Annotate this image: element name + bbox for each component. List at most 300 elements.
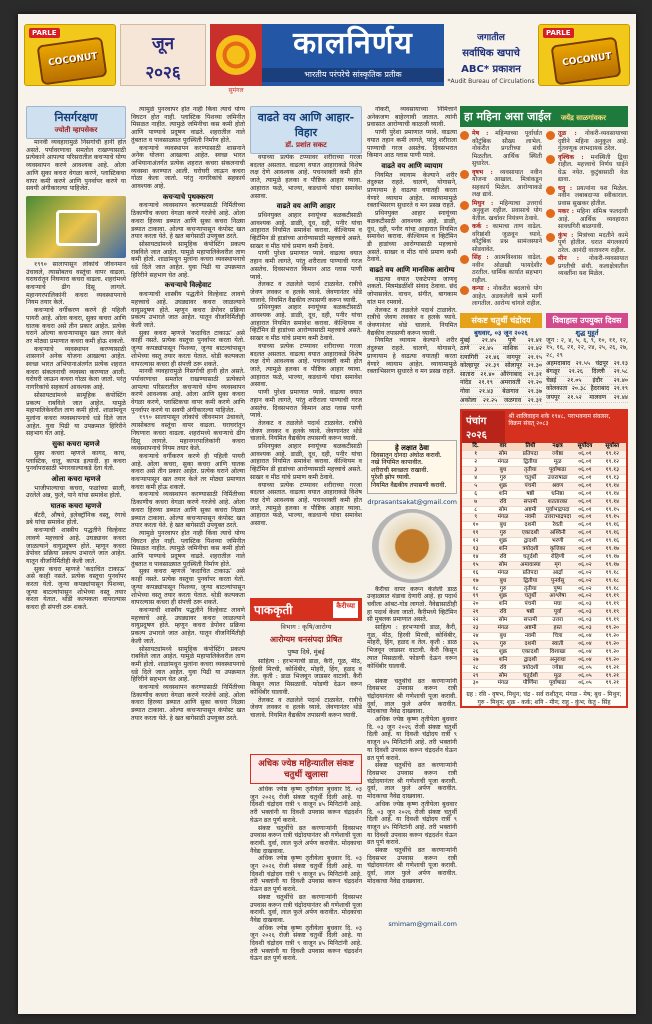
panchang-column-header: दि. [472,443,479,450]
panchang-cell: २७ [472,656,479,663]
rashi-item [460,254,542,284]
rashi-item [460,200,542,223]
rashi-text [558,185,628,208]
panchang-cell: १९.१९ [605,609,620,616]
horoscope-heading [460,106,628,127]
panchang-cell: बुध [499,633,507,639]
rashi-prediction: कामाचा ताण वाढेल. वरिष्ठांशी जुळवून घ्यावे. कौटुंबिक प्रश्न सामंजस्याने सोडवावेत. [472,223,542,253]
panchang-cell: १९.१३ [605,466,620,473]
panchang-footnote: ग्रह : रवि - वृषभ, मिथुन; चंद्र - सर्व राशीतून; मंगळ - मेष; बुध - मिथुन; गुरु - मिथुन; शुक्र - कर्क; शनि - मीन; राहु - कुंभ; केतु - सिंह [466,691,622,707]
panchang-cell: १९.१६ [605,530,620,537]
panchang-column-header: तिथी [525,443,536,450]
vivah-dates: जून : २, ४, ५, ६, ९, १०, ११, १२, १५, १६, २१, २२, २४, २५, २६, २७, २८, २९ [546,336,628,359]
panchang-cell: सोम [498,506,508,513]
panchang-cell: सोम [498,451,508,458]
panchang-cell: रवि [499,498,507,505]
paragraph: प्रथिनयुक्त आहार स्नायूंच्या बळकटीसाठी आवश्यक आहे. डाळी, दूध, दही, पनीर यांचा आहारात नियमित समावेश करावा. कॅल्शियम व व्हिटॅमिन डी हाडांच्या आरोग्यासाठी महत्त्वाचे असते. साखर व मीठ यांचे प्रमाण कमी ठेवावे. [367,210,457,264]
panchang-cell: १९.२१ [605,680,620,687]
panchang-cell: ०६.०२ [578,561,592,568]
article-body [26,139,126,193]
moonrise-cell: गोवा [460,388,470,396]
panchang-cell: पंचमी [524,601,537,608]
panchang-cell: ३ [474,466,478,473]
panchang-cell: ४ [474,474,478,481]
subheading: सुका कचरा म्हणजे [52,439,100,449]
panchang-cell: २१ [472,609,479,616]
panchang-cell: ८ [474,506,478,513]
author: जयेंद्र साळगांवकर [560,114,606,122]
recipe-body [367,586,457,674]
rashi-name: तूळ : [558,130,577,137]
rashi-name: कर्क : [472,223,489,230]
panchang-cell: शुक्र [498,482,508,489]
panchang-cell: ७ [474,498,478,505]
moonrise-cell: २१.४० [613,376,628,384]
panchang-cell: १९.२० [605,648,620,655]
paragraph: वयाच्या प्रत्येक टप्प्यावर शरीराच्या गरजा बदलत असतात. वाढत्या वयात आहाराकडे विशेष लक्ष देणे आवश्यक आहे. पचनशक्ती कमी होत जाते, त्यामुळे हलका व पौष्टिक आहार घ्यावा. आहारात फळे, भाज्या, कडधान्ये यांचा समावेश असावा. [250,154,362,200]
paragraph: कचऱ्याचे व्यवस्थापन करण्यासाठी शासनाने अनेक योजना आखल्या आहेत. स्वच्छ भारत अभियानाअंतर्गत प्रत्येक शहरात कचरा संकलनाची व्यवस्था करण्यात आली. घरोघरी जाऊन कचरा गोळा केला जातो. परंतु नागरिकांचे सहकार्य आवश्यक आहे. [131,144,245,191]
paragraph: वयाच्या प्रत्येक टप्प्यावर शरीराच्या गरजा बदलत असतात. वाढत्या वयात आहाराकडे विशेष लक्ष देणे आवश्यक आहे. पचनशक्ती कमी होत जाते, त्यामुळे हलका व पौष्टिक आहार घ्यावा. आहारात फळे, भाज्या, कडधान्ये यांचा समावेश असावा. [250,481,362,528]
panchang-cell: १९.१५ [605,514,620,521]
panchang-cell: १५ [472,561,479,568]
moonrise-cell: २१.२६ [568,368,583,376]
vivah-subheading: शुद्ध मुहूर्त [575,328,599,337]
panchang-cell: ०६.०३ [578,625,592,632]
rashi-prediction: व्यवसायात नवीन योजना आखाल. मित्रांकडून सहकार्य मिळेल. आरोग्याकडे लक्ष द्यावे. [472,168,542,198]
panchang-cell: एकादशी [521,530,539,537]
panchang-cell: ०६.०५ [578,672,592,679]
panchang-cell: चित्रा [552,633,563,639]
ad-product: COCONUT [561,51,613,69]
paragraph: संकष्ट चतुर्थीचे व्रत करणाऱ्यांनी दिवसभर उपवास करून रात्री चंद्रोदयानंतर श्री गणेशाची पूजा करावी. दुर्वा, लाल फुले अर्पण करावीत. मोदकाचा नैवेद्य दाखवावा. [250,893,362,924]
abc-line1: जगातील [477,33,505,43]
panchang-cell: पौर्णिमा [522,680,538,687]
recipe-heading-text: पाककृती [254,603,293,617]
panchang-cell: शततारका [547,498,568,505]
masthead [262,24,444,86]
moonrise-cell: २१.०५ [567,376,582,384]
panchang-cell: प्रतिपदा [522,569,539,576]
moonrise-cell: नाशिक [502,345,519,353]
moonrise-cell: २१.१३ [613,359,628,367]
paragraph: संकष्ट चतुर्थीचे व्रत करणाऱ्यांनी दिवसभर उपवास करून रात्री चंद्रोदयानंतर श्री गणेशाची पूजा करावी. दुर्वा, लाल फुले अर्पण करावीत. मोदकाचा नैवेद्य दाखवावा. [367,847,457,885]
chaturthi-table-heading: संकष्ट चतुर्थी चंद्रोदय [460,313,542,328]
moonrise-row [546,368,628,377]
rashi-name: मीन : [558,255,579,262]
paragraph: तेलकट व तळलेले पदार्थ टाळावेत. रात्रीचे जेवण लवकर व हलके घ्यावे. जेवणानंतर थोडे चालावे. नियमित वैद्यकीय तपासणी करून घ्यावी. [250,696,362,719]
panchang-cell: १९.१८ [605,577,620,584]
chaturthi-rows [460,337,542,406]
panchang-row [462,562,626,570]
moonrise-cell: २१.४४ [613,393,628,401]
panchang-cell: पूर्वाभाद्रपदा [545,506,570,513]
panchang-row [462,680,626,688]
paragraph: सोसायट्यांमध्ये सामूहिक कंपोस्टिंग प्रकल्प राबविले जात आहेत. यामुळे महापालिकेवरील ताण कमी होतो. शाळांमधून मुलांना कचरा व्यवस्थापनाचे धडे दिले जात आहेत. युवा पिढी या उपक्रमात हिरिरीने सहभाग घेत आहे. [26,391,126,438]
panchang-cell: १९.१४ [605,490,620,497]
moonrise-row [546,394,628,403]
horoscope-grid [460,130,628,309]
panchang-cell: ०६.०१ [578,522,592,529]
panchang-cell: १८ [472,585,479,592]
paragraph: कचऱ्याचे व्यवस्थापन करण्यासाठी निर्मितीच्या ठिकाणीच कचरा वेगळा करणे गरजेचे आहे. ओला कचरा हिरव्या डब्यात आणि सुका कचरा निळ्या डब्यात टाकावा. ओल्या कचऱ्यापासून कंपोस्ट खत तयार करता येते. हे खत बागेसाठी उपयुक्त ठरते. [131,491,245,530]
panchang-cell: शनि [498,656,508,663]
panchang-cell: १९ [472,593,479,600]
panchang-cell: ०६.०१ [578,474,592,481]
moonrise-row [460,345,542,354]
panchang-row [462,657,626,665]
panchang-cell: आर्द्रा [552,569,563,576]
panchang-cell: १९.१७ [605,561,620,568]
paragraph: वाढत्या वयात एकटेपणा जाणवू शकतो. मित्रमंडळींशी संवाद ठेवावा. छंद जोपासावेत. वाचन, संगीत, बागकाम यांत मन रमवावे. [367,275,457,306]
chaturthi-notice-heading: अधिक ज्येष्ठ महिन्यातील संकष्ट चतुर्थी खुलासा [250,754,362,784]
recipe-bowl-icon [372,509,452,583]
panchang-row [462,467,626,475]
moonrise-cell: नांदेड [460,379,472,387]
moonrise-cell: चेन्नई [546,376,557,384]
rashi-prediction: महिना संमिश्र फलदायी आहे. आर्थिक व्यवहारात सावधगिरी बाळगावी. [558,208,628,230]
panchang-cell: ०६.०१ [578,498,592,505]
rashi-name: मिथुन : [472,199,494,207]
paragraph: अधिक ज्येष्ठ कृष्ण तृतीयेला बुधवार दि. ०३ जून २०२६ रोजी संकष्ट चतुर्थी दिली आहे. या दिवशी चंद्रोदय रात्री ९ वाजून ४५ मिनिटांनी आहे. तरी भक्तांनी या दिवशी उपवास करून चंद्रदर्शन घेऊन व्रत पूर्ण करावे. [367,716,457,762]
moonrise-cell: दिल्ली [591,368,605,376]
moonrise-cell: औरंगाबाद [500,370,522,378]
panchang-row [462,554,626,562]
panchang-column-header: सूर्यास्त [605,443,620,450]
panchang-row [462,514,626,522]
panchang-cell: आश्लेषा [549,593,566,600]
rashi-item [460,223,542,253]
moonrise-cell: २१.४५ [478,345,494,353]
masthead-title: कालनिर्णय [293,26,413,61]
masthead-tag: सुमंगल [228,87,244,94]
zodiac-icon [546,186,555,195]
panchang-cell: शुक्र [498,593,508,600]
rashi-text [558,255,628,278]
moonrise-cell: २१.४३ [478,388,494,396]
panchang-cell: षष्ठी [526,609,535,616]
panchang-cell: सप्तमी [523,617,538,624]
moonrise-cell: २१.४५ [481,336,497,344]
panchang-cell: १० [472,522,479,529]
tip-item: दिवसातून दोनदा अंघोळ करावी. [371,451,442,459]
panchang-cell: सोम [498,617,508,624]
panchang-cell: १९.१८ [605,585,620,592]
paragraph: साहित्य : हरभऱ्याची डाळ, कैरी, गूळ, मीठ, हिरवी मिरची, कोथिंबीर, मोहरी, हिंग, हळद व तेल. कृती : डाळ भिजवून जाडसर वाटावी. कैरी किसून त्यात मिसळावी. फोडणी देऊन वरून कोथिंबीर घालावी. [250,658,362,696]
panchang-cell: चतुर्दशी [522,672,538,679]
moonrise-cell: २१.५५ [575,359,591,367]
panchang-row [462,609,626,617]
paragraph: पाणी पुरेशा प्रमाणात प्यावे. वाढत्या वयात तहान कमी लागते, परंतु शरीराला पाण्याची गरज असतेच. दिवसभरात किमान आठ ग्लास पाणी प्यावे. [367,129,457,160]
panchang-cell: ०६.०१ [578,553,592,560]
subheading: वाढते वय आणि मानसिक आरोग्य [369,265,455,275]
panchang-heading [462,411,626,443]
rashi-name: वृषभ : [472,168,493,176]
panchang-cell: १९.१९ [605,601,620,608]
panchang-cell: सप्तमी [523,498,538,505]
moonrise-row [460,397,542,406]
panchang-cell: तृतीया [524,466,537,473]
panchang-cell: १४ [472,553,479,560]
paragraph: प्रथिनयुक्त आहार स्नायूंच्या बळकटीसाठी आवश्यक आहे. डाळी, दूध, दही, पनीर यांचा आहारात नियमित समावेश करावा. कॅल्शियम व व्हिटॅमिन डी हाडांच्या आरोग्यासाठी महत्त्वाचे असते. साखर व मीठ यांचे प्रमाण कमी ठेवावे. [250,304,362,343]
article-body [250,154,362,594]
panchang-cell: स्वाती [551,640,564,647]
panchang-cell: २६ [472,648,479,655]
panchang-cell: ०६.०२ [578,585,592,592]
panchang-cell: हस्त [553,625,562,632]
panchang-cell: अष्टमी [524,506,537,513]
paragraph: कचऱ्याचे व्यवस्थापन करण्यासाठी निर्मितीच्या ठिकाणीच कचरा वेगळा करणे गरजेचे आहे. ओला कचरा हिरव्या डब्यात आणि सुका कचरा निळ्या डब्यात टाकावा. ओल्या कचऱ्यापासून कंपोस्ट खत तयार करता येते. हे खत बागेसाठी उपयुक्त ठरते. [131,202,245,241]
vivah-rows [546,360,628,403]
panchang-row [462,641,626,649]
zodiac-icon [460,201,469,210]
paragraph: कैरीचा वापर करून केलेली डाळ उन्हाळ्यात थंडावा देणारी आहे. हा पदार्थ चवीला आंबट-गोड लागतो. नैवेद्यासाठीही हा पदार्थ केला जातो. कैरीमध्ये व्हिटॅमिन सी मुबलक प्रमाणात असते. [367,585,457,624]
panchang-cell: ज्येष्ठा [552,451,564,458]
vivah-table-heading: विवाहास उपयुक्त दिवस [546,313,628,328]
panchang-cell: मूळ [553,672,562,679]
panchang-row [462,546,626,554]
paragraph: कचऱ्याची शास्त्रीय पद्धतीने विल्हेवाट लावणे महत्त्वाचे आहे. उघड्यावर कचरा जाळल्याने वायुप्रदूषण होते. म्हणून कचरा डेपोवर प्रक्रिया प्रकल्प उभारले जात आहेत. यातून वीजनिर्मितीही केली जाते. [26,527,126,565]
moonrise-cell: २१.१९ [613,385,628,393]
chaturthi-notice-body [250,786,362,996]
moonrise-cell: मालवण [589,393,607,401]
panchang-cell: बुध [499,466,507,473]
paragraph: अधिक ज्येष्ठ कृष्ण तृतीयेला बुधवार दि. ०३ जून २०२६ रोजी संकष्ट चतुर्थी दिली आहे. या दिवशी चंद्रोदय रात्री ९ वाजून ४५ मिनिटांनी आहे. तरी भक्तांनी या दिवशी उपवास करून चंद्रदर्शन घेऊन व्रत पूर्ण करावे. [367,800,457,847]
moonrise-cell: अमरावती [499,379,521,387]
moonrise-cell: २१.२० [527,379,542,387]
panchang-cell: गुरु [499,474,507,481]
panchang-cell: चतुर्थी [524,474,537,481]
paragraph: तेलकट व तळलेले पदार्थ टाळावेत. रात्रीचे जेवण लवकर व हलके घ्यावे. जेवणानंतर थोडे चालावे. नियमित वैद्यकीय तपासणी करून घ्यावी. [367,306,457,337]
panchang-cell: रोहिणी [550,553,565,560]
panchang-cell: बुध [499,577,507,584]
rashi-name: मकर : [558,208,574,215]
ad-product: COCONUT [47,51,99,69]
panchang-cell: चतुर्दशी [522,553,538,560]
panchang-column-header: वार [499,443,507,450]
paragraph: कचऱ्याचे वर्गीकरण करणे ही पहिली पायरी आहे. ओला कचरा, सुका कचरा आणि घातक कचरा असे तीन प्रकार आहेत. प्रत्येक घराने ओल्या कचऱ्यापासून खत तयार केले तर मोठ्या प्रमाणात कचरा कमी होऊ शकतो. [131,452,245,491]
moonrise-row [460,362,542,371]
moonrise-cell: पुणे [508,336,516,344]
panchang-cell: द्वितीया [523,459,538,466]
rashi-name: कन्या : [472,285,490,292]
column-health-continued [367,106,457,928]
moonrise-cell: २१.३१ [527,370,542,378]
panchang-cell: ०६.०१ [578,459,592,466]
rashi-prediction: मित्रांच्या मदतीने कामे पूर्ण होतील. घरात मंगलकार्य ठरेल. आनंदी वातावरण राहील. [558,231,628,254]
panchang-cell: १९.२० [605,640,620,647]
moonrise-cell: अहमदाबाद [546,359,571,367]
moonrise-cell: २१.५२ [567,393,582,401]
panchang-cell: उत्तरा [552,617,563,624]
panchang-cell: २२ [472,617,479,624]
zodiac-icon [460,170,469,179]
subheading: वाढते वय आणि आहार [276,201,336,211]
panchang-cell: १९.१९ [605,617,620,624]
panchang-cell: रवि [499,664,507,671]
moonrise-cell: २१.४६ [485,353,500,361]
paragraph: नोकरी, व्यवसायाच्या निमित्ताने अनेकजण बाहेरगावी जातात. त्यांनी प्रवासात आरोग्याची काळजी घ्यावी. [367,106,457,129]
rashi-text [472,169,542,199]
panchang-cell: रेवती [552,522,563,529]
rashi-item [546,185,628,208]
author: डॉ. प्रशांत सकट [285,141,327,149]
rashi-list-left [460,130,542,309]
paragraph: सोसायट्यांमध्ये सामूहिक कंपोस्टिंग प्रकल्प राबविले जात आहेत. यामुळे महापालिकेवरील ताण कमी होतो. शाळांमधून मुलांना कचरा व्यवस्थापनाचे धडे दिले जात आहेत. युवा पिढी या उपक्रमात हिरिरीने सहभाग घेत आहे. [131,240,245,279]
moonrise-row [460,354,542,363]
panchang-cell: १९.२० [605,656,620,663]
rashi-text [472,254,542,284]
vivah-table [546,309,628,406]
panchang-cell: १९.१६ [605,538,620,545]
panchang-cell: पंचमी [524,482,537,489]
panchang-cell: एकादशी [521,648,539,655]
rashi-prediction: नोकरी-व्यवसायाच्या दृष्टीने महिना अनुकूल आहे. गुंतवणूक लाभदायक ठरेल. [558,130,628,152]
zodiac-icon [546,256,555,265]
panchang-cell: १९.१२ [605,459,620,466]
rashi-text [558,232,628,255]
panchang-cell: पुष्य [553,585,562,592]
rashi-text [558,130,628,153]
zodiac-icon [546,209,555,218]
panchang-cell: ०६.०१ [578,466,592,473]
panchang-cell: सोम [498,561,508,568]
paragraph: मानवी व्यवहारामुळे निसर्गाची हानी होत असते. पर्यावरणाचा समतोल राखण्यासाठी प्रत्येकाने आपल्या परिसरातील कचऱ्याचे योग्य व्यवस्थापन करणे आवश्यक आहे. ओला आणि सुका कचरा वेगळा करणे, प्लास्टिकचा वापर कमी करणे आणि पुनर्वापर करणे या सवयी अंगीकारल्या पाहिजेत. [26,139,126,193]
rashi-item [546,130,628,153]
panchang-row [462,578,626,586]
paragraph: अधिक ज्येष्ठ कृष्ण तृतीयेला बुधवार दि. ०३ जून २०२६ रोजी संकष्ट चतुर्थी दिली आहे. या दिवशी चंद्रोदय रात्री ९ वाजून ४५ मिनिटांनी आहे. तरी भक्तांनी या दिवशी उपवास करून चंद्रदर्शन घेऊन व्रत पूर्ण करावे. [250,786,362,824]
author-email: smimam@gmail.com [388,919,457,928]
panchang-cell: तृतीया [524,585,537,592]
paragraph: संकष्ट चतुर्थीचे व्रत करणाऱ्यांनी दिवसभर उपवास करून रात्री चंद्रोदयानंतर श्री गणेशाची पूजा करावी. दुर्वा, लाल फुले अर्पण करावीत. मोदकाचा नैवेद्य दाखवावा. [367,677,457,716]
paragraph: भाजीपाल्याचा कचरा, फळांच्या साली, उरलेले अन्न, फुले, पाने यांचा समावेश होतो. [26,484,126,500]
rashi-name: वृश्चिक : [558,153,584,161]
panchang-row [462,499,626,507]
rashi-text [558,208,628,231]
moonrise-cell: २१.४२ [527,345,542,353]
panchang-cell: ०६.०२ [578,593,592,600]
paragraph: त्यामुळे पुनरवापर होत नाही किंवा त्याचे योग्य विघटन होत नाही. प्लास्टिक पिशव्या जमिनीत मिसळत नाहीत. त्यामुळे जमिनीचा कस कमी होतो आणि पाण्याचे प्रदूषण वाढते. शहरातील नाले तुंबतात व पावसाळ्यात पूरस्थिती निर्माण होते. [131,106,245,144]
moonrise-cell: २१.३० [527,362,542,370]
moonrise-cell: चंद्रपूर [595,359,609,367]
panchang-subtitle: श्री शालिवाहन शके १९४८, पराभवनाम संवत्सर, विक्रम संवत् २०८३ [508,413,611,428]
panchang-cell: २४ [472,633,479,639]
abc-line4: *Audit Bureau of Circulations [447,78,535,85]
panchang-cell: ०६.०१ [578,451,592,458]
panchang-rows [462,451,626,688]
panchang-cell: मूळ [553,459,562,466]
panchang-cell: २५ [472,640,479,647]
paragraph: १९९० सालापासून लोकांचे जीवनमान उंचावले, त्यासोबतच वस्तूंचा वापर वाढला. घराघरांतून निघणारा कचरा वाढला. शहरांमध्ये कचऱ्याचे ढीग दिसू लागले. महानगरपालिकांनी कचरा व्यवस्थापनाचे नियम तयार केले. [26,260,126,307]
panchang-cell: ०६.०४ [578,633,592,639]
panchang-cell: त्रयोदशी [522,664,539,671]
moonrise-cell: हैदराबाद [590,385,610,393]
paragraph: वयाच्या प्रत्येक टप्प्यावर शरीराच्या गरजा बदलत असतात. वाढत्या वयात आहाराकडे विशेष लक्ष देणे आवश्यक आहे. पचनशक्ती कमी होत जाते, त्यामुळे हलका व पौष्टिक आहार घ्यावा. आहारात फळे, भाज्या, कडधान्ये यांचा समावेश असावा. [250,342,362,389]
moonrise-row [460,337,542,346]
panchang-row [462,451,626,459]
paragraph: अधिक ज्येष्ठ कृष्ण तृतीयेला बुधवार दि. ०३ जून २०२६ रोजी संकष्ट चतुर्थी दिली आहे. या दिवशी चंद्रोदय रात्री ९ वाजून ४५ मिनिटांनी आहे. तरी भक्तांनी या दिवशी उपवास करून चंद्रदर्शन घेऊन व्रत पूर्ण करावे. [250,855,362,894]
author-email: drprasantsakat@gmail.com [367,497,457,506]
moonrise-row [460,388,542,397]
recipe-section: विभाग : कृषि/आरोग्य [280,623,332,631]
moonrise-cell: कोल्हापूर [460,362,480,370]
panchang-cell: ०६.०१ [578,506,592,513]
panchang-cell: पूर्वा [553,609,562,616]
panchang-row [462,673,626,681]
panchang-cell: १९.१७ [605,553,620,560]
rashi-text [472,223,542,253]
parle-ad-left [24,24,116,86]
panchang-row [462,625,626,633]
panchang-cell: शुक्र [498,648,508,655]
panchang-cell: १९.१२ [605,451,620,458]
rashi-item [546,208,628,231]
paragraph: सुका कचरा म्हणजे 'कदाचित टाकाऊ' असे काही नसते. प्रत्येक वस्तूचा पुनर्वापर करता येतो. जुन्या कपड्यांपासून पिशव्या, जुन्या बाटल्यांपासून शोभेच्या वस्तू तयार करता येतात. थोडी कल्पकता वापरल्यास कचरा ही संपत्ती ठरू शकते. [131,568,245,607]
panchang-cell: १९.१३ [605,474,620,481]
moonrise-cell: कोलकाता [546,385,568,393]
panchang-cell: शुक्र [498,538,508,545]
subheading: कचऱ्याचे पृथक्करण [162,191,214,201]
rashi-name: कुंभ : [558,231,574,239]
article-body [367,106,457,436]
rashi-name: सिंह : [472,254,489,261]
month-box [120,24,206,86]
paragraph: प्रथिनयुक्त आहार स्नायूंच्या बळकटीसाठी आवश्यक आहे. डाळी, दूध, दही, पनीर यांचा आहारात नियमित समावेश करावा. कॅल्शियम व व्हिटॅमिन डी हाडांच्या आरोग्यासाठी महत्त्वाचे असते. साखर व मीठ यांचे प्रमाण कमी ठेवावे. [250,211,362,250]
paragraph: नियमित व्यायाम केल्याने शरीर तंदुरुस्त राहते. चालणे, योगासने, प्राणायाम हे वाढत्या वयातही करता येणारे व्यायाम आहेत. व्यायामामुळे रक्ताभिसरण सुधारते व मन प्रसन्न राहते. [367,337,457,376]
panchang-cell: ११ [472,530,479,537]
panchang-row [462,483,626,491]
panchang-cell: पूर्वाषाढा [549,466,567,473]
paragraph: अधिक ज्येष्ठ कृष्ण तृतीयेला बुधवार दि. ०३ जून २०२६ रोजी संकष्ट चतुर्थी दिली आहे. या दिवशी चंद्रोदय रात्री ९ वाजून ४५ मिनिटांनी आहे. तरी भक्तांनी या दिवशी उपवास करून चंद्रदर्शन घेऊन व्रत पूर्ण करावे. [250,924,362,963]
panchang-cell: धनिष्ठा [551,490,565,497]
paragraph: कचऱ्याचे व्यवस्थापन करण्यासाठी शासनाने अनेक योजना आखल्या आहेत. स्वच्छ भारत अभियानाअंतर्गत प्रत्येक शहरात कचरा संकलनाची व्यवस्था करण्यात आली. घरोघरी जाऊन कचरा गोळा केला जातो. परंतु नागरिकांचे सहकार्य आवश्यक आहे. [26,345,126,392]
panchang-cell: २३ [472,625,479,632]
panchang-cell: पूर्वाषाढा [549,680,567,687]
paragraph: संकष्ट चतुर्थीचे व्रत करणाऱ्यांनी दिवसभर उपवास करून रात्री चंद्रोदयानंतर श्री गणेशाची पूजा करावी. दुर्वा, लाल फुले अर्पण करावीत. मोदकाचा नैवेद्य दाखवावा. [367,762,457,801]
panchang-cell: ०६.०४ [578,648,592,655]
panchang-cell: १९.१९ [605,593,620,600]
panchang-cell: नवमी [524,633,536,639]
subheading: ओला कचरा म्हणजे [51,473,101,483]
panchang-cell: सोम [498,672,508,679]
chaturthi-date: बुधवार, ०३ जून २०२६ [474,328,528,337]
rashi-name: धनु : [558,184,573,192]
rashi-prediction: मनस्थिती द्विधा राहील. महत्त्वाचे निर्णय घाईने घेऊ नयेत. कुटुंबासाठी वेळ द्यावा. [558,153,628,183]
panchang-columns [462,443,626,451]
panchang-cell: ०६.०४ [578,656,592,663]
rashi-name: मेष : [472,130,489,137]
paragraph: कचऱ्याची शास्त्रीय पद्धतीने विल्हेवाट लावणे महत्त्वाचे आहे. उघड्यावर कचरा जाळल्याने वायुप्रदूषण होते. म्हणून कचरा डेपोवर प्रक्रिया प्रकल्प उभारले जात आहेत. यातून वीजनिर्मितीही केली जाते. [131,291,245,329]
panchang-title: पंचांग २०२६ [462,411,505,443]
rashi-text [472,130,542,168]
panchang-cell: १६ [472,569,479,576]
zodiac-icon [460,224,469,233]
heading-text: हा महिना असा जाईल [464,110,551,123]
panchang-row [462,530,626,538]
panchang-cell: ०६.०१ [578,490,592,497]
subheading: घातक कचरा म्हणजे [50,501,102,511]
abc-line3: ABC* प्रकाशन [461,64,521,75]
zodiac-icon [546,155,555,164]
article-body [131,106,245,1006]
moonrise-cell: २१.२५ [482,396,498,404]
moonrise-cell: अकोला [460,396,477,404]
panchang-cell: मघा [553,601,562,608]
panchang-cell: ०६.०१ [578,514,592,521]
tip-item: पुरेशी झोप घ्यावी. [371,474,411,482]
paragraph: बॅटरी, औषधे, इलेक्ट्रॉनिक वस्तू, रंगाचे डबे यांचा समावेश होतो. [26,511,126,527]
panchang-cell: पुनर्वसू [551,577,565,584]
moonrise-cell: सातारा [460,370,475,378]
